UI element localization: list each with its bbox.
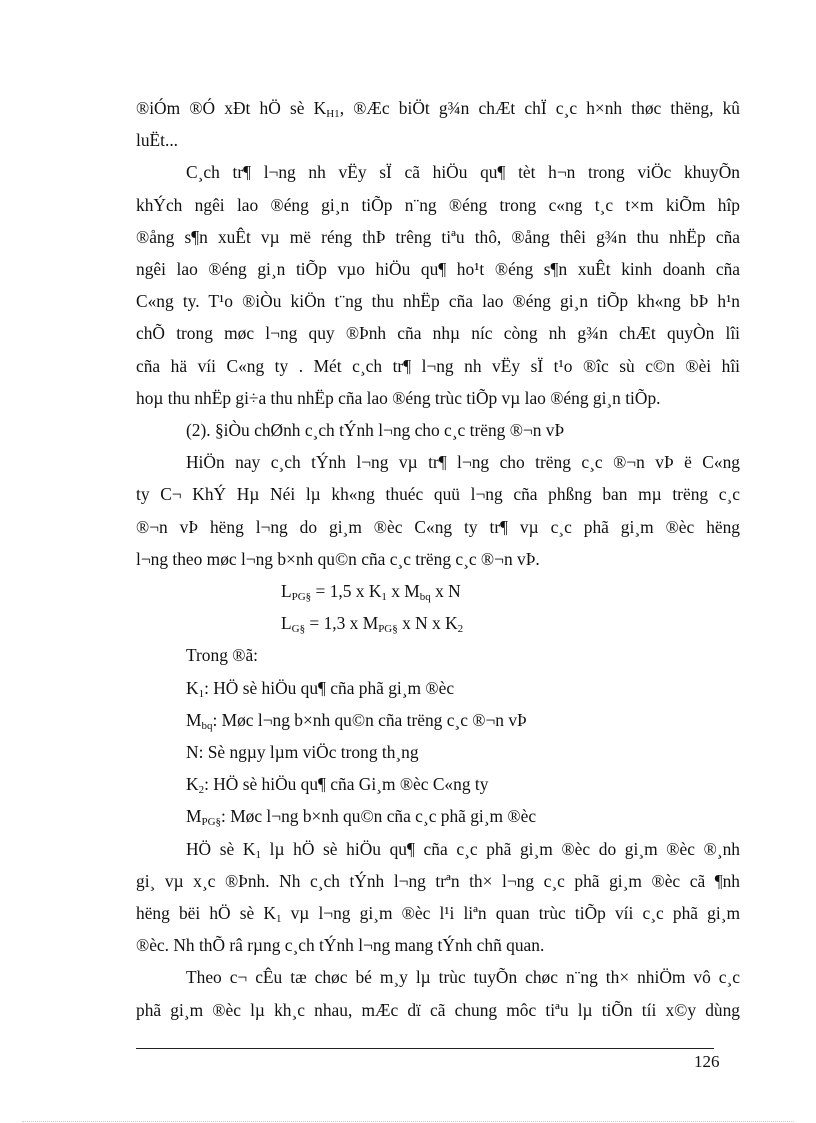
page-edge-divider [22,1121,794,1122]
where-label: Trong ®ã: [186,645,258,666]
text-line: luËt... [136,130,179,151]
text-line: hoµ thu nhËp gi÷a thu nhËp cña lao ®éng trùc tiÕp vµ lao ®éng gi¸n tiÕp. [136,387,661,408]
definition-mbq: $M_{bq}$: Møc l¬ng b×nh qu©n cña trëng c¸c ®¬n vÞ [186,709,527,732]
text-line: Theo c¬ cÊu tæ chøc bé m¸y lµ trùc tuyÕn chøc n¨ng th× nhiÖm vô c¸c [186,967,740,988]
text-line: chÕ trong møc l¬ng quy ®Þnh cña nhµ níc còng nh g¾n chÆt quyÒn lîi [136,323,740,344]
text-line: ngêi lao ®éng gi¸n tiÕp vµo hiÖu qu¶ ho¹t ®éng s¶n xuÊt kinh doanh cña [136,259,740,280]
text-line: gi¸ vµ x¸c ®Þnh. Nh c¸ch tÝnh l¬ng trªn th× l¬ng c¸c phã gi¸m ®èc cã ¶nh [136,870,740,891]
text-line: cña hä víi C«ng ty . Mét c¸ch tr¶ l¬ng nh vËy sÏ t¹o ®îc sù c©n ®èi hîi [136,355,740,376]
text-line: ty C¬ KhÝ Hµ Néi lµ kh«ng thuéc quü l¬ng cña phßng ban mµ trëng c¸c [136,484,740,505]
section-heading: (2). §iÒu chØnh c¸ch tÝnh l¬ng cho c¸c trëng ®¬n vÞ [186,420,565,441]
text-line: l¬ng theo møc l¬ng b×nh qu©n cña c¸c trëng c¸c ®¬n vÞ. [136,548,540,569]
formula-lpgd: $L_{PG\S} = 1,5$ x $K_1$ x $M_{bq}$ x N [281,581,461,604]
text-line: C¸ch tr¶ l¬ng nh vËy sÏ cã hiÖu qu¶ tèt h¬n trong viÖc khuyÕn [186,162,740,183]
formula-lgd: $L_{G\S} = 1,3$ x $M_{PG\S}$ x N x $K_2$ [281,613,464,636]
definition-mpgd: $M_{PG\S}$: Møc l¬ng b×nh qu©n cña c¸c phã gi¸m ®èc [186,806,537,829]
text-line: ®iÓm ®Ó xÐt hÖ sè $K_{H1}$, ®Æc biÖt g¾n chÆt chÏ c¸c h×nh thøc thëng, kû [136,98,740,120]
definition-n: N: Sè ngµy lµm viÖc trong th¸ng [186,742,419,763]
page-number: 126 [694,1052,720,1071]
body-text [136,92,740,1026]
text-line: HÖ sè $K_1$ lµ hÖ sè hiÖu qu¶ cña c¸c phã gi¸m ®èc do gi¸m ®èc ®¸nh [186,838,740,861]
text-line: ®¬n vÞ hëng l¬ng do gi¸m ®èc C«ng ty tr¶ vµ c¸c phã gi¸m ®èc hëng [136,516,740,537]
text-line: khÝch ngêi lao ®éng gi¸n tiÕp n¨ng ®éng trong c«ng t¸c t×m kiÕm hîp [136,194,740,215]
text-line: phã gi¸m ®èc lµ kh¸c nhau, mÆc dï cã chung môc tiªu lµ tiÕn tíi x©y dùng [136,999,740,1020]
text-line: HiÖn nay c¸ch tÝnh l¬ng vµ tr¶ l¬ng cho trëng c¸c ®¬n vÞ ë C«ng [186,452,740,473]
definition-k2: $K_2$: HÖ sè hiÖu qu¶ cña Gi¸m ®èc C«ng ty [186,774,489,797]
text-line: C«ng ty. T¹o ®iÒu kiÖn t¨ng thu nhËp cña lao ®éng gi¸n tiÕp kh«ng bÞ h¹n [136,291,740,312]
text-line: ®èc. Nh thÕ râ rµng c¸ch tÝnh l¬ng mang tÝnh chñ quan. [136,935,545,956]
text-line: ®ång s¶n xuÊt vµ më réng thÞ trêng tiªu thô, ®ång thêi g¾n thu nhËp cña [136,226,740,247]
definition-k1: $K_1$: HÖ sè hiÖu qu¶ cña phã gi¸m ®èc [186,677,455,700]
footer-divider [136,1048,714,1049]
text-line: hëng bëi hÖ sè $K_1$ vµ l¬ng gi¸m ®èc l¹i liªn quan trùc tiÕp víi c¸c phã gi¸m [136,903,740,926]
